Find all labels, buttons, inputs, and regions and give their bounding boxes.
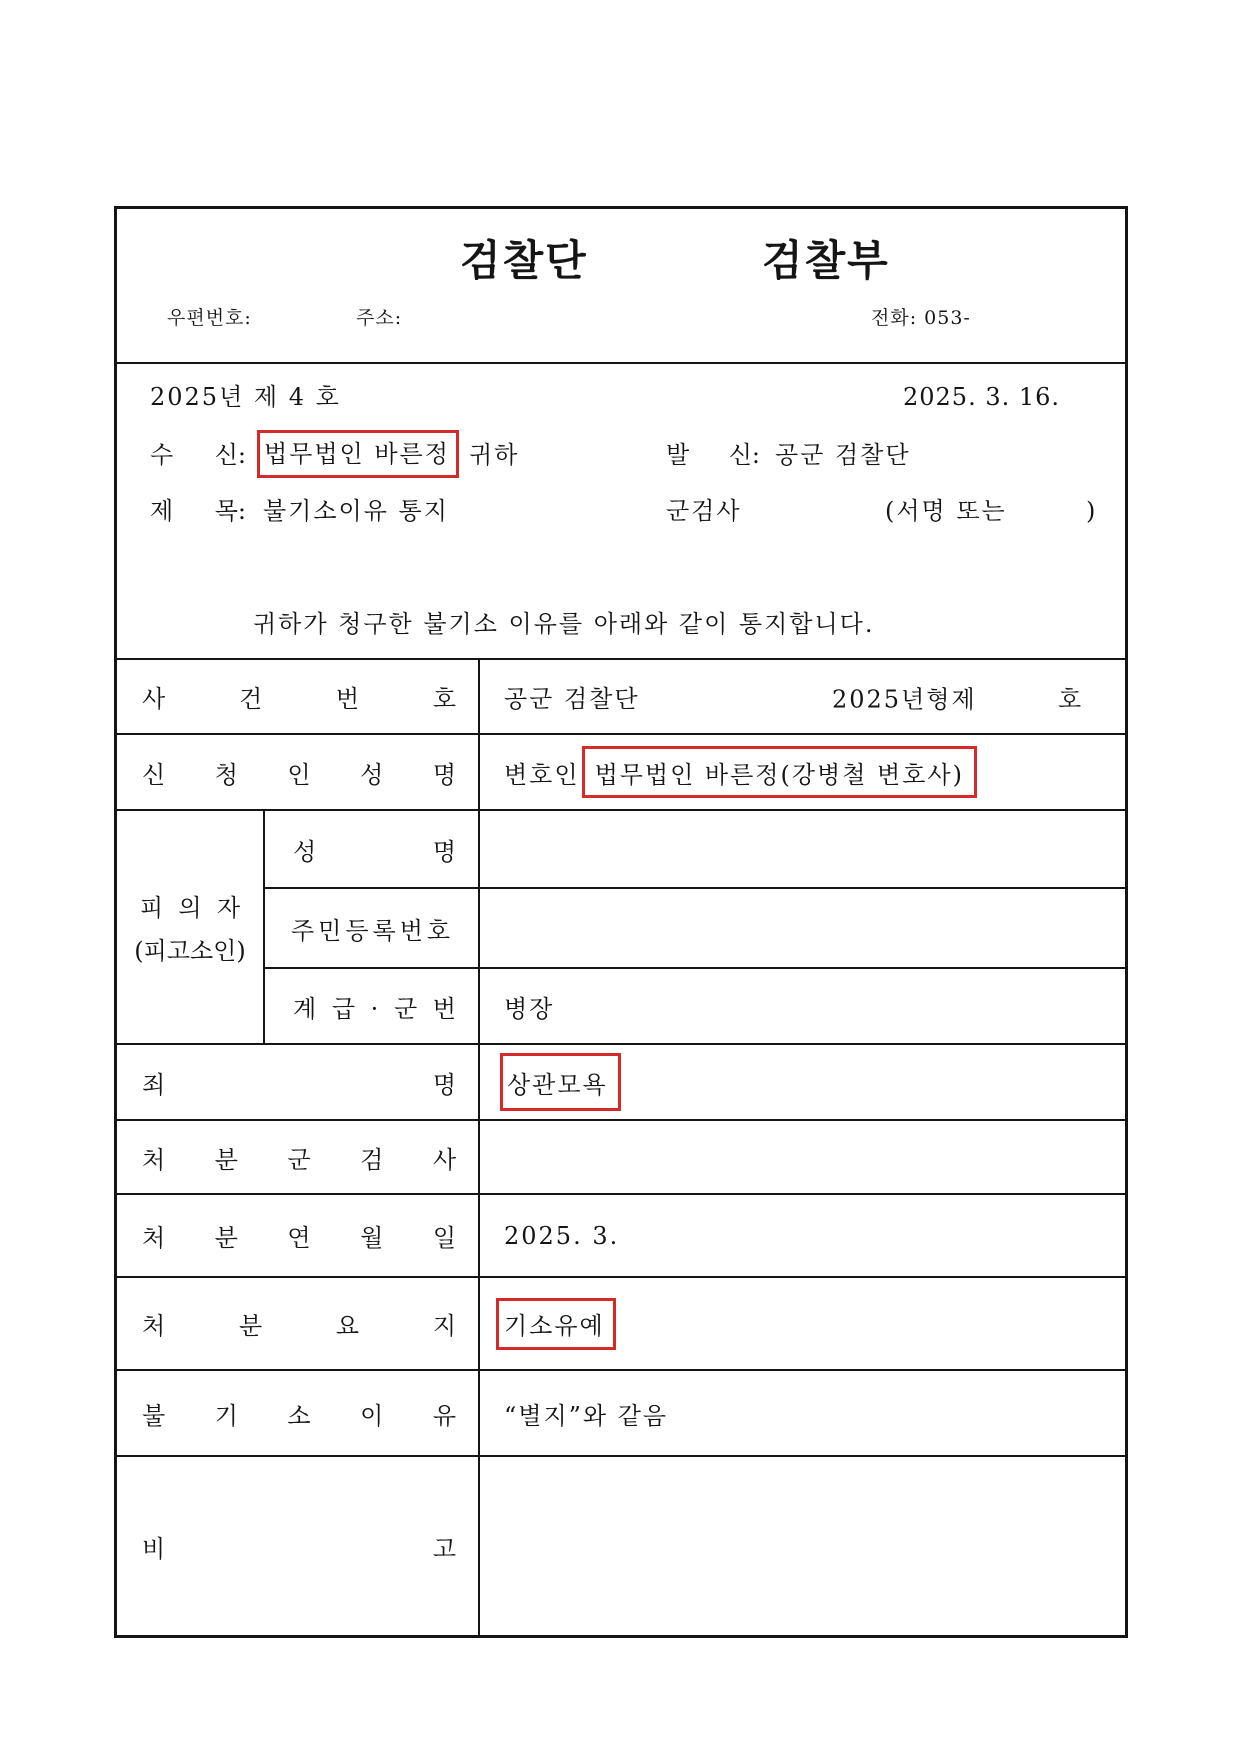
applicant-label: 신 청 인 성 명 (142, 760, 456, 789)
label-cell (117, 1278, 480, 1369)
row-remarks (117, 1455, 1125, 1635)
label-cell (117, 660, 480, 733)
sender-name: 공군 검찰단 (775, 441, 911, 469)
disposition-date-value: 2025. 3. (504, 1221, 620, 1250)
disposition-date-label: 처 분 연 월 일 (142, 1224, 456, 1252)
recipient-suffix: 귀하 (469, 441, 520, 469)
document-number: 2025년 제 4 호 (150, 383, 341, 411)
recipient-name: 법무법인 바른정 (264, 440, 450, 468)
subject-text: 불기소이유 통지 (263, 497, 449, 525)
charge-value: 상관모욕 (507, 1070, 608, 1099)
label-cell (265, 889, 480, 967)
suspect-label: 피 의 자 (140, 894, 240, 922)
applicant-value-cell (480, 735, 1125, 809)
label-cell (117, 735, 480, 809)
recipient-label: 수 신: (150, 441, 246, 469)
rank-value: 병장 (504, 994, 555, 1023)
signer-title: 군검사 (666, 497, 742, 525)
suspect-name-value (480, 811, 1125, 887)
row-charge (117, 1043, 1125, 1119)
disposition-date-value-cell (480, 1195, 1125, 1276)
label-cell (117, 1045, 480, 1119)
rank-service-number-value-cell (480, 969, 1125, 1043)
phone-number: 전화: 053- (871, 307, 971, 329)
disposition-summary-value: 기소유예 (504, 1312, 605, 1340)
rank-service-number-label: 계 급 · 군 번 (293, 994, 456, 1023)
label-cell (117, 1195, 480, 1276)
row-disposition-date (117, 1193, 1125, 1276)
charge-value-cell (480, 1045, 1125, 1119)
label-cell (117, 1371, 480, 1455)
applicant-role: 변호인 (504, 760, 580, 789)
row-applicant (117, 733, 1125, 809)
subrow-suspect-name (265, 811, 1125, 887)
signature-note: (서명 또는 (885, 497, 1007, 525)
disposition-summary-highlight-box (496, 1298, 616, 1350)
row-disposition-summary (117, 1276, 1125, 1369)
prosecutor-label: 처 분 군 검 사 (142, 1145, 456, 1174)
resident-id-value (480, 889, 1125, 967)
prosecutor-value-cell (480, 1121, 1125, 1193)
charge-label: 죄 명 (142, 1070, 456, 1099)
label-cell (265, 969, 480, 1043)
row-case-number (117, 658, 1125, 733)
recipient-label-wrap (150, 440, 246, 470)
letterhead (117, 209, 1125, 364)
recipient-highlight-box (257, 430, 459, 478)
case-number-label: 사 건 번 호 (142, 685, 456, 713)
disposition-summary-label: 처 분 요 지 (142, 1312, 456, 1340)
sender-label-wrap (666, 440, 760, 470)
title-right: 검찰부 (762, 236, 890, 285)
suspect-label-cell (117, 811, 265, 1043)
subrow-resident-id (265, 887, 1125, 967)
row-prosecutor (117, 1119, 1125, 1193)
subrow-rank-service-number (265, 967, 1125, 1043)
applicant-highlight-box (582, 746, 977, 798)
label-cell (117, 1457, 480, 1635)
sender-label: 발 신: (666, 441, 760, 469)
suspect-name-label: 성 명 (293, 837, 456, 866)
disposition-summary-value-cell (480, 1278, 1125, 1369)
document-date: 2025. 3. 16. (903, 383, 1061, 411)
reason-value-cell (480, 1371, 1125, 1455)
document-frame (114, 206, 1128, 1638)
case-number-prefix: 2025년형제 (832, 685, 977, 713)
row-suspect (117, 809, 1125, 1043)
label-cell (117, 1121, 480, 1193)
notice-sentence: 귀하가 청구한 불기소 이유를 아래와 같이 통지합니다. (253, 610, 875, 638)
applicant-name: 법무법인 바른정(강병철 변호사) (594, 760, 964, 789)
row-reason (117, 1369, 1125, 1455)
address-label: 주소: (356, 307, 403, 329)
case-number-suffix: 호 (1058, 685, 1084, 713)
resident-id-label: 주민등록번호 (291, 916, 455, 945)
suspect-label-sub: (피고소인) (134, 937, 246, 965)
remarks-value-cell (480, 1457, 1125, 1635)
subject-label: 제 목: (150, 497, 246, 525)
charge-highlight-box (500, 1053, 621, 1111)
subject-label-wrap (150, 496, 246, 526)
signature-close: ) (1086, 497, 1098, 525)
reason-value: “별지”와 같음 (504, 1401, 669, 1430)
case-number-value-cell (480, 660, 1125, 733)
remarks-label: 비 고 (142, 1534, 456, 1563)
postal-code-label: 우편번호: (167, 307, 252, 329)
reason-label: 불 기 소 이 유 (142, 1401, 456, 1430)
label-cell (265, 811, 480, 887)
title-left: 검찰단 (460, 236, 588, 285)
case-agency: 공군 검찰단 (504, 685, 640, 713)
